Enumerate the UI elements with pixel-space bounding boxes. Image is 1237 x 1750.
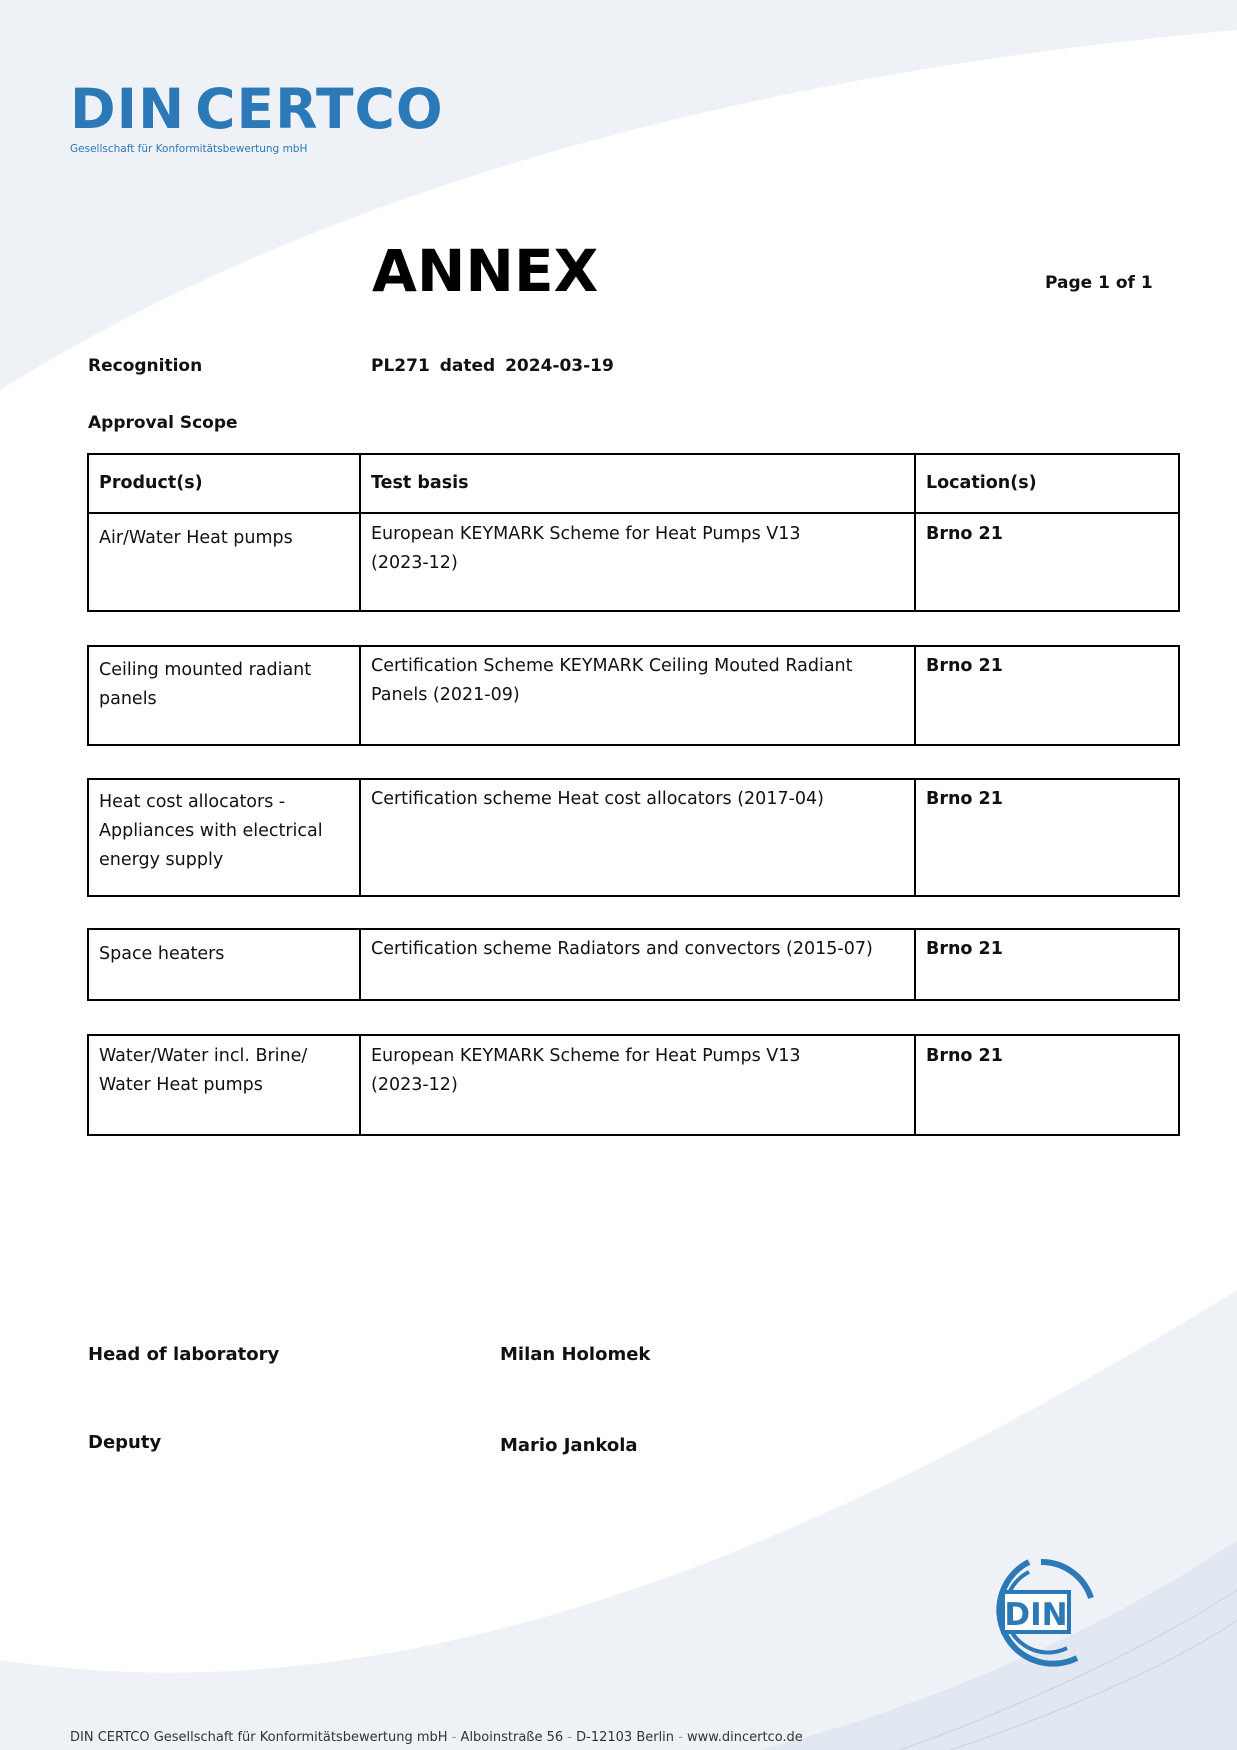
product-cell: Heat cost allocators - Appliances with electrical energy supply bbox=[88, 779, 360, 896]
location-cell: Brno 21 bbox=[915, 646, 1179, 745]
product-cell: Space heaters bbox=[88, 929, 360, 1000]
test-basis-cell: Certification scheme Radiators and convectors (2015-07) bbox=[360, 929, 915, 1000]
table-row bbox=[88, 779, 1179, 896]
table-row bbox=[88, 646, 1179, 745]
footer-company: DIN CERTCO Gesellschaft für Konformitätsbewertung mbH bbox=[70, 1730, 448, 1745]
approval-table-3 bbox=[87, 778, 1180, 897]
approval-table-4 bbox=[87, 928, 1180, 1001]
logo-subtitle: Gesellschaft für Konformitätsbewertung mbH bbox=[70, 143, 308, 155]
location-cell: Brno 21 bbox=[915, 1035, 1179, 1135]
test-basis-cell: Certification Scheme KEYMARK Ceiling Mouted Radiant Panels (2021-09) bbox=[360, 646, 915, 745]
table-header-row bbox=[88, 454, 1179, 513]
seal-text: DIN bbox=[1004, 1597, 1068, 1633]
recognition-value: PL271 dated 2024-03-19 bbox=[371, 356, 614, 376]
approval-table-5 bbox=[87, 1034, 1180, 1136]
table-row bbox=[88, 513, 1179, 611]
header-location: Location(s) bbox=[915, 454, 1179, 513]
approval-scope-label: Approval Scope bbox=[88, 413, 238, 433]
footer-address: Alboinstraße 56 bbox=[460, 1730, 564, 1745]
location-cell: Brno 21 bbox=[915, 513, 1179, 611]
header-product: Product(s) bbox=[88, 454, 360, 513]
footer-website: www.dincertco.de bbox=[687, 1730, 803, 1745]
table-row bbox=[88, 929, 1179, 1000]
test-basis-cell: European KEYMARK Scheme for Heat Pumps V13 (2023-12) bbox=[360, 513, 915, 611]
test-basis-cell: European KEYMARK Scheme for Heat Pumps V13 (2023-12) bbox=[360, 1035, 915, 1135]
page-number: Page 1 of 1 bbox=[1045, 273, 1153, 293]
test-basis-cell: Certification scheme Heat cost allocators (2017-04) bbox=[360, 779, 915, 896]
location-cell: Brno 21 bbox=[915, 779, 1179, 896]
approval-table-2 bbox=[87, 645, 1180, 746]
din-certco-logo bbox=[70, 77, 444, 155]
product-cell: Ceiling mounted radiant panels bbox=[88, 646, 360, 745]
deputy-label: Deputy bbox=[88, 1432, 162, 1453]
recognition-label: Recognition bbox=[88, 356, 203, 376]
head-of-laboratory-name: Milan Holomek bbox=[500, 1344, 651, 1365]
header-test-basis: Test basis bbox=[360, 454, 915, 513]
approval-table-1 bbox=[87, 453, 1180, 612]
deputy-name: Mario Jankola bbox=[500, 1435, 638, 1456]
logo-wordmark: DIN CERTCO bbox=[70, 77, 444, 141]
footer: DIN CERTCO Gesellschaft für Konformitätsbewertung mbH - Alboinstraße 56 - D-12103 Berlin - www.dincertco.de bbox=[70, 1730, 803, 1745]
head-of-laboratory-label: Head of laboratory bbox=[88, 1344, 280, 1365]
table-row bbox=[88, 1035, 1179, 1135]
product-cell: Air/Water Heat pumps bbox=[88, 513, 360, 611]
product-cell: Water/Water incl. Brine/ Water Heat pumps bbox=[88, 1035, 360, 1135]
location-cell: Brno 21 bbox=[915, 929, 1179, 1000]
footer-city: D-12103 Berlin bbox=[576, 1730, 675, 1745]
page-title: ANNEX bbox=[372, 237, 599, 305]
din-seal-icon bbox=[967, 1548, 1102, 1678]
